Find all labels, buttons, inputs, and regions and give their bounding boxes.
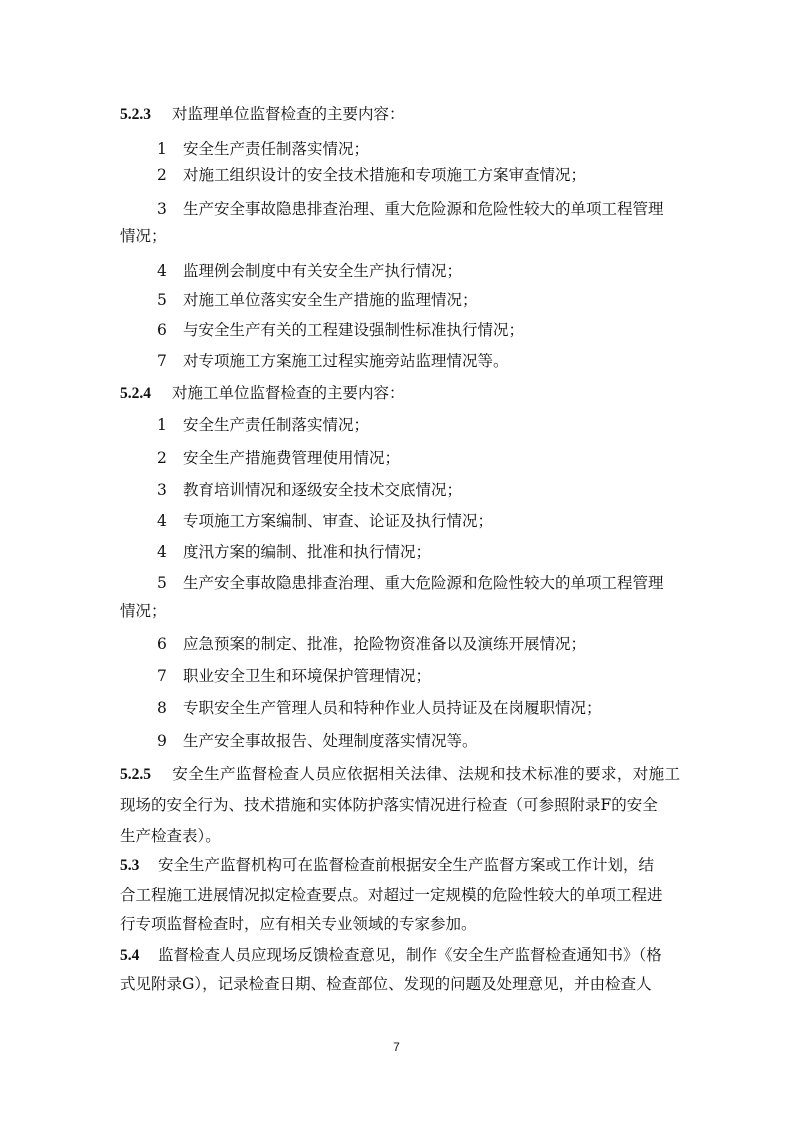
item-number: 4 [157, 262, 167, 280]
item-text: 安全生产责任制落实情况； [183, 140, 370, 158]
paragraph-text: 安全生产监督机构可在监督检查前根据安全生产监督方案或工作计划，结 [158, 856, 655, 874]
item-text: 生产安全事故隐患排查治理、重大危险源和危险性较大的单项工程管理 [183, 200, 664, 218]
list-item-continuation [120, 226, 680, 246]
section-heading-5-2-4 [120, 383, 680, 404]
list-item [157, 542, 680, 562]
list-item [157, 448, 680, 468]
item-text: 生产安全事故报告、处理制度落实情况等。 [183, 732, 478, 750]
item-number: 4 [157, 512, 167, 530]
item-number: 7 [157, 352, 167, 370]
item-number: 9 [157, 732, 167, 750]
paragraph-5-2-5-line [120, 795, 680, 815]
paragraph-text: 生产检查表）。 [120, 827, 221, 845]
item-text: 安全生产措施费管理使用情况； [183, 449, 401, 467]
list-item [157, 199, 680, 219]
item-number: 1 [157, 140, 167, 158]
item-text: 安全生产责任制落实情况； [183, 416, 370, 434]
item-text: 职业安全卫生和环境保护管理情况； [183, 667, 432, 685]
section-heading-text: 对监理单位监督检查的主要内容： [172, 105, 405, 123]
item-text: 专项施工方案编制、审查、论证及执行情况； [183, 512, 494, 530]
item-number: 3 [157, 481, 167, 499]
list-item [157, 573, 680, 593]
item-text: 对施工组织设计的安全技术措施和专项施工方案审查情况； [183, 166, 587, 184]
section-heading-text: 对施工单位监督检查的主要内容： [172, 384, 405, 402]
paragraph-5-3-line [120, 885, 680, 905]
item-text: 对专项施工方案施工过程实施旁站监理情况等。 [183, 352, 509, 370]
item-text: 度汛方案的编制、批准和执行情况； [183, 543, 432, 561]
list-item [157, 480, 680, 500]
list-item [157, 351, 680, 371]
item-text: 与安全生产有关的工程建设强制性标准执行情况； [183, 321, 525, 339]
item-text: 情况； [120, 602, 167, 620]
section-heading-5-2-3 [120, 104, 680, 125]
item-text: 应急预案的制定、批准，抢险物资准备以及演练开展情况； [183, 635, 587, 653]
item-text: 监理例会制度中有关安全生产执行情况； [183, 262, 463, 280]
paragraph-text: 行专项监督检查时，应有相关专业领域的专家参加。 [120, 915, 477, 933]
list-item [157, 634, 680, 654]
list-item [157, 666, 680, 686]
paragraph-text: 现场的安全行为、技术措施和实体防护落实情况进行检查（可参照附录F的安全 [120, 796, 658, 814]
paragraph-text: 安全生产监督检查人员应依据相关法律、法规和技术标准的要求，对施工 [172, 765, 680, 783]
item-number: 6 [157, 635, 167, 653]
list-item [157, 511, 680, 531]
item-number: 2 [157, 449, 167, 467]
item-number: 2 [157, 166, 167, 184]
item-text: 对施工单位落实安全生产措施的监理情况； [183, 291, 478, 309]
list-item-continuation [120, 601, 680, 621]
list-item [157, 139, 680, 159]
item-number: 4 [157, 543, 167, 561]
item-number: 7 [157, 667, 167, 685]
item-number: 3 [157, 200, 167, 218]
list-item [157, 698, 680, 718]
list-item [157, 261, 680, 281]
list-item [157, 165, 680, 185]
paragraph-text: 合工程施工进展情况拟定检查要点。对超过一定规模的危险性较大的单项工程进 [120, 886, 663, 904]
section-number: 5.2.4 [120, 385, 151, 402]
list-item [157, 415, 680, 435]
item-number: 5 [157, 574, 167, 592]
section-number: 5.2.5 [120, 766, 151, 783]
paragraph-text: 监督检查人员应现场反馈检查意见，制作《安全生产监督检查通知书》（格 [158, 946, 662, 964]
section-number: 5.4 [120, 947, 140, 964]
item-number: 8 [157, 699, 167, 717]
item-number: 5 [157, 291, 167, 309]
list-item [157, 290, 680, 310]
paragraph-5-2-5-line [120, 764, 680, 785]
section-number: 5.3 [120, 857, 140, 874]
paragraph-text: 式见附录G），记录检查日期、检查部位、发现的问题及处理意见，并由检查人 [120, 975, 652, 993]
paragraph-5-4-line [120, 974, 680, 994]
paragraph-5-3-line [120, 914, 680, 934]
item-number: 6 [157, 321, 167, 339]
item-text: 教育培训情况和逐级安全技术交底情况； [183, 481, 463, 499]
list-item [157, 320, 680, 340]
paragraph-5-4-line [120, 945, 680, 966]
paragraph-5-3-line [120, 855, 680, 876]
paragraph-5-2-5-line [120, 826, 680, 846]
item-text: 专职安全生产管理人员和特种作业人员持证及在岗履职情况； [183, 699, 602, 717]
page-number: 7 [393, 1040, 400, 1054]
item-text: 情况； [120, 227, 167, 245]
item-number: 1 [157, 416, 167, 434]
list-item [157, 731, 680, 751]
section-number: 5.2.3 [120, 106, 151, 123]
item-text: 生产安全事故隐患排查治理、重大危险源和危险性较大的单项工程管理 [183, 574, 664, 592]
